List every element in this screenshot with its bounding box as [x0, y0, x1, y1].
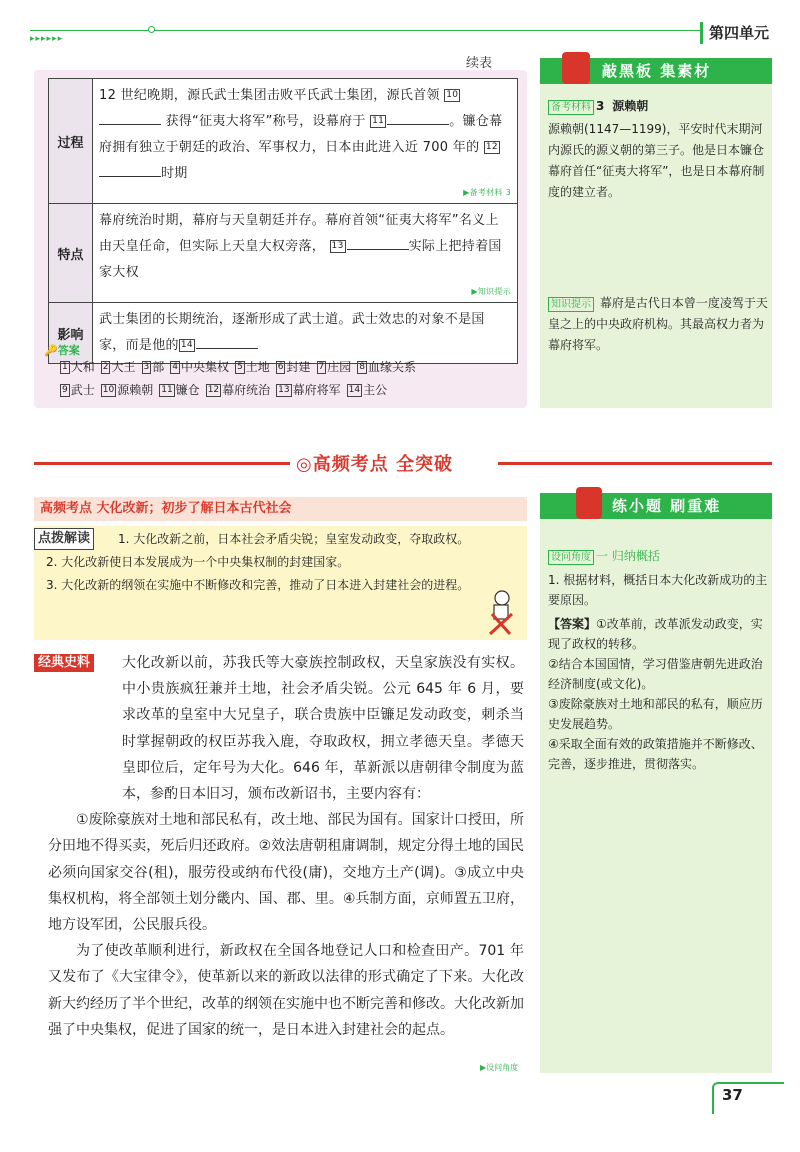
- answer-chip: [235, 358, 270, 375]
- hot-point-bar: 高频考点 大化改新；初步了解日本古代社会: [34, 497, 527, 521]
- answer-chip: [142, 358, 165, 375]
- answer-number: 10: [102, 385, 115, 395]
- answer-text: 幕府将军: [292, 383, 341, 397]
- tip-item: 2. 大化改新使日本发展成为一个中央集权制的封建国家。: [46, 555, 350, 569]
- sidebar-top-header: [540, 58, 772, 84]
- angle-link[interactable]: ▶设问角度: [480, 1063, 519, 1072]
- angle-tag: 设问角度: [548, 550, 594, 565]
- classic-text: [48, 650, 524, 1043]
- knowledge-tip: [548, 293, 768, 356]
- row-head: 过程: [49, 79, 93, 204]
- answer-number: 14: [348, 385, 361, 395]
- header-arrows: ▸▸▸▸▸▸: [30, 34, 64, 44]
- material-number: 3: [596, 99, 605, 113]
- blank-number: 13: [331, 241, 344, 251]
- answer-number: 1: [62, 362, 68, 372]
- answer-number: 9: [62, 385, 68, 395]
- cartoon-figure-icon: [480, 588, 520, 636]
- material-tag: 备考材料: [548, 100, 594, 115]
- answer-chip: [101, 381, 153, 398]
- text-segment: 。镰仓幕府拥有独立于朝廷的政治、军事权力，日本由此进入近 700 年的: [99, 114, 503, 155]
- answer-text: 镰仓: [175, 383, 200, 397]
- classic-paragraph: 大化改新以前，苏我氏等大豪族控制政权，天皇家族没有实权。中小贵族疯狂兼并土地，社会矛盾尖锐。公元 645 年 6 月，要求改革的皇室中大兄皇子，联合贵族中臣镰足发动政变，刺杀当时掌握朝政的权臣苏我入鹿，夺取政权，拥立孝德天皇。孝德天皇即位后，定年号为大化。646 年，革新派以唐朝律令制度为蓝本，参酌日本旧习，颁布改新诏书，主要内容有：: [122, 655, 524, 803]
- answer-item: ①改革前，改革派发动政变，实现了政权的转移。: [548, 617, 763, 651]
- sidebar-top-title: 敲黑板 集素材: [602, 62, 712, 80]
- answer-number: 4: [172, 362, 178, 372]
- answers-grid: [60, 358, 520, 404]
- answers-row: [60, 358, 520, 375]
- angle-name: 一 归纳概括: [596, 549, 660, 563]
- answer-text: 源赖朝: [117, 383, 154, 397]
- text-segment: 实际上把持着国家大权: [99, 239, 502, 280]
- question-text: 1. 根据材料，概括日本大化改新成功的主要原因。: [548, 573, 768, 607]
- page-number: 37: [722, 1086, 743, 1104]
- answer-number: 6: [277, 362, 284, 372]
- material-title: 源赖朝: [612, 99, 649, 113]
- blank-number: 11: [372, 116, 385, 126]
- sidebar-top-body: [548, 96, 768, 356]
- answer-chip: [347, 381, 387, 398]
- tip-item: 3. 大化改新的纲领在实施中不断修改和完善，推动了日本进入封建社会的进程。: [46, 578, 470, 592]
- material-text: 源赖朝(1147—1199)，平安时代末期河内源氏的源义朝的第三子。他是日本镰仓幕府首任“征夷大将军”，也是日本幕府制度的建立者。: [548, 122, 765, 199]
- angle-heading: [548, 546, 770, 566]
- text-segment: 12 世纪晚期，源氏武士集团击败平氏武士集团，源氏首领: [99, 88, 440, 103]
- answer-chip: [60, 381, 95, 398]
- answer-item: ④采取全面有效的政策措施并不断修改、完善，逐步推进，贯彻落实。: [548, 737, 763, 771]
- classic-paragraph: 为了使改革顺利进行，新政权在全国各地登记人口和检查田产。701 年又发布了《大宝律令》，使革新以来的新政以法律的形式确定了下来。大化改新大约经历了半个世纪，改革的纲领在实施中也不断完善和修改。大化改新加强了中央集权，促进了国家的统一，是日本进入封建社会的起点。: [48, 943, 524, 1038]
- sidebar-bottom-title: 练小题 刷重难: [612, 497, 722, 515]
- fill-blank[interactable]: [347, 234, 409, 250]
- row-content: [93, 204, 518, 303]
- tip-link[interactable]: ▶知识提示: [471, 287, 511, 296]
- section-rule-left: [34, 462, 290, 465]
- answer-text: 庄园: [327, 360, 352, 374]
- top-rule: [30, 30, 700, 31]
- answer-chip: [276, 358, 311, 375]
- answer-text: 血缘关系: [367, 360, 416, 374]
- tip-list: [46, 528, 520, 597]
- blank-number: 10: [446, 90, 459, 100]
- text-segment: 武士集团的长期统治，逐渐形成了武士道。武士效忠的对象不是国家，而是他的: [99, 312, 485, 353]
- answer-text: 大和: [70, 360, 95, 374]
- answers-label: 🔑答案: [44, 344, 80, 357]
- unit-title: 第四单元: [700, 22, 800, 44]
- row-content: [93, 79, 518, 204]
- material-heading: [548, 96, 768, 117]
- fill-blank[interactable]: [99, 161, 161, 177]
- answer-chip: [101, 358, 136, 375]
- tip-item: 1. 大化改新之前，日本社会矛盾尖锐；皇室发动政变，夺取政权。: [118, 532, 470, 546]
- answer-number: 2: [102, 362, 109, 372]
- answers-row: [60, 381, 520, 398]
- text-segment: 时期: [161, 166, 188, 181]
- answer-chip: [276, 381, 340, 398]
- table-row: [49, 204, 518, 303]
- tip-label: 点拨解读: [34, 528, 94, 550]
- blank-number: 14: [180, 340, 193, 350]
- text-segment: 获得“征夷大将军”称号，设幕府于: [165, 114, 366, 129]
- answer-item: ③废除豪族对土地和部民的私有，顺应历史发展趋势。: [548, 697, 763, 731]
- sidebar-bottom-header: [540, 493, 772, 519]
- teacher-icon: [562, 52, 590, 84]
- answer-number: 5: [237, 362, 243, 372]
- blank-number: 12: [485, 142, 498, 152]
- answer-text: 大王: [111, 360, 136, 374]
- table-row: [49, 79, 518, 204]
- answer-text: 中央集权: [180, 360, 229, 374]
- table-row: [49, 303, 518, 364]
- fill-blank[interactable]: [196, 333, 258, 349]
- answer-chip: [60, 358, 95, 375]
- tip-tag: 知识提示: [548, 297, 594, 312]
- continued-label: 续表: [466, 56, 493, 71]
- answer-chip: [317, 358, 352, 375]
- answer-number: 7: [318, 362, 325, 372]
- fill-blank[interactable]: [387, 109, 449, 125]
- header-dot-icon: [148, 26, 155, 33]
- answer-number: 3: [143, 362, 150, 372]
- answer-text: 土地: [245, 360, 270, 374]
- answer-text: 部: [152, 360, 165, 374]
- answer-chip: [170, 358, 229, 375]
- answer-text: 主公: [363, 383, 388, 397]
- section-rule-right: [498, 462, 772, 465]
- answer-chip: [206, 381, 270, 398]
- fill-blank[interactable]: [99, 109, 161, 125]
- history-table: [48, 78, 518, 364]
- row-content: [93, 303, 518, 364]
- classic-paragraph: ①废除豪族对土地和部民私有，改土地、部民为国有。国家计口授田，所分田地不得买卖，死后归还政府。②效法唐朝租庸调制，规定分得土地的国民必须向国家交谷(租)，服劳役或纳布代役(庸)，交地方土产(调)。③成立中央集权机构，将全部领土划分畿内、国、郡、里。④兵制方面，京师置五卫府，地方设军团，公民服兵役。: [48, 812, 524, 934]
- text-segment: 幕府统治时期，幕府与天皇朝廷并存。幕府首领“征夷大将军”名义上由天皇任命，但实际上天皇大权旁落，: [99, 213, 499, 254]
- row-head: 影响: [49, 303, 93, 364]
- tip-text: 幕府是古代日本曾一度凌驾于天皇之上的中央政府机构。其最高权力者为幕府将军。: [548, 296, 768, 352]
- answer-key: 【答案】: [548, 617, 597, 631]
- sidebar-bottom-body: [548, 546, 770, 774]
- answer-text: 幕府统治: [222, 383, 271, 397]
- classic-label: 经典史料: [34, 654, 94, 672]
- practice-icon: [576, 487, 602, 519]
- answer-number: 13: [278, 385, 290, 395]
- answer-chip: [159, 381, 199, 398]
- answer-item: ②结合本国国情，学习借鉴唐朝先进政治经济制度(或文化)。: [548, 657, 763, 691]
- answer-number: 11: [161, 385, 173, 395]
- answer-chip: [357, 358, 416, 375]
- row-head: 特点: [49, 204, 93, 303]
- answer-number: 12: [207, 385, 220, 395]
- answer-number: 8: [359, 362, 365, 372]
- section-title: ◎高频考点 全突破: [296, 454, 453, 475]
- answer-text: 封建: [286, 360, 311, 374]
- answer-block: [548, 614, 770, 774]
- answer-text: 武士: [70, 383, 95, 397]
- material-link[interactable]: ▶备考材料 3: [463, 188, 511, 197]
